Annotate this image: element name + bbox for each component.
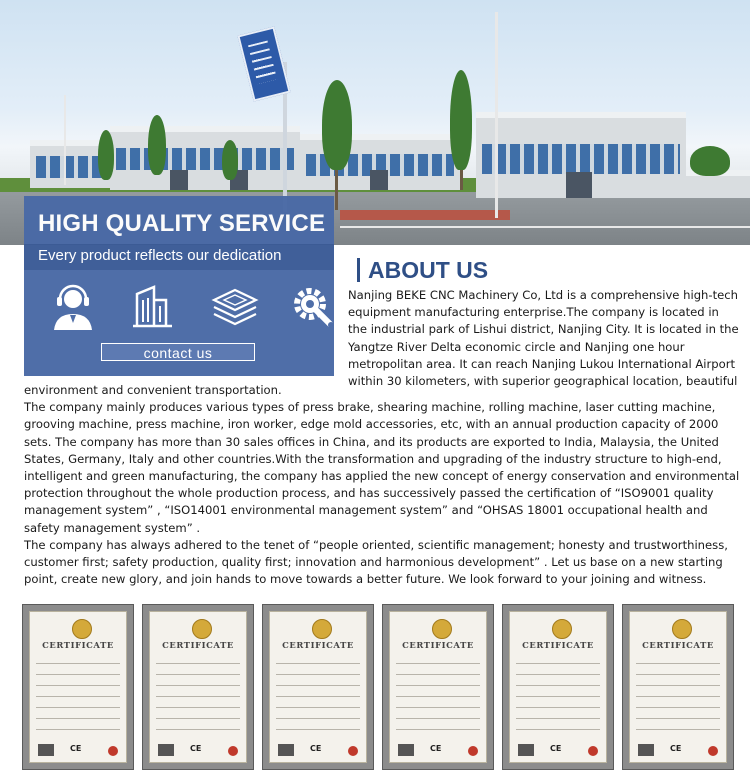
- certificate-seal-icon: [672, 619, 692, 639]
- qr-code-icon: [638, 744, 654, 756]
- red-stamp-icon: [108, 746, 118, 756]
- ce-mark: CE: [310, 744, 322, 753]
- service-subtitle: Every product reflects our dedication: [38, 247, 282, 264]
- certificate-seal-icon: [312, 619, 332, 639]
- service-subtitle-bar: [24, 244, 334, 270]
- certificate-title: CERTIFICATE: [402, 640, 474, 650]
- customer-service-icon: [48, 282, 98, 332]
- about-heading: ABOUT US: [368, 257, 489, 283]
- certificate-paper: [149, 611, 247, 763]
- certificate-text-lines: [516, 658, 600, 740]
- certificate-image: [22, 604, 134, 770]
- about-tenet-paragraph: The company has always adhered to the tenet of “people oriented, scientific management; honesty and trustworthiness, customer first; safety production, quality first; innovation and harmonious development” . Let us base on a new starting point, create new glory, and join hands to move towards a better future. We look forward to your joining and witness.: [24, 537, 728, 587]
- certificate-seal-icon: [192, 619, 212, 639]
- certificate-image: [262, 604, 374, 770]
- red-stamp-icon: [468, 746, 478, 756]
- red-stamp-icon: [708, 746, 718, 756]
- certificate-paper: [389, 611, 487, 763]
- about-products-paragraph: The company mainly produces various types of press brake, shearing machine, rolling machine, laser cutting machine, grooving machine, press machine, iron worker, edge mold accessories, etc, with an annual production capacity of 2000 sets. The company has more than 30 sales offices in China, and its products are exported to India, Malaysia, the United States, Germany, Italy and other countries.With the transformation and upgrading of the industry structure to high-end, intelligent and green manufacturing, the company has applied the new concept of energy conservation and environmental protection throughout the whole production process, and has successively passed the certification of “ISO9001 quality management system” , “ISO14001 environmental management system” and “OHSAS 18001 occupational health and safety management system” .: [24, 400, 740, 535]
- street-lamp: [64, 95, 66, 185]
- flower-bed: [340, 210, 510, 220]
- certificate-marks: [516, 742, 600, 756]
- certificate-image: [502, 604, 614, 770]
- certificate-title: CERTIFICATE: [642, 640, 714, 650]
- certificate-paper: [629, 611, 727, 763]
- service-panel: [24, 196, 334, 376]
- ce-mark: CE: [190, 744, 202, 753]
- certificate-marks: [156, 742, 240, 756]
- about-intro-continuation: environment and convenient transportation.: [24, 383, 282, 397]
- road-sign: [237, 26, 290, 101]
- certificate-title: CERTIFICATE: [522, 640, 594, 650]
- flag-pole: [495, 12, 498, 218]
- certificate-text-lines: [636, 658, 720, 740]
- qr-code-icon: [38, 744, 54, 756]
- red-stamp-icon: [348, 746, 358, 756]
- red-stamp-icon: [588, 746, 598, 756]
- certificate-marks: [396, 742, 480, 756]
- certificate-seal-icon: [552, 619, 572, 639]
- certificate-seal-icon: [72, 619, 92, 639]
- qr-code-icon: [158, 744, 174, 756]
- tree: [148, 115, 166, 175]
- qr-code-icon: [518, 744, 534, 756]
- tree: [450, 70, 472, 170]
- about-intro-paragraph: Nanjing BEKE CNC Machinery Co, Ltd is a comprehensive high-tech equipment manufacturing enterprise.The company is located in the industrial park of Lishui district, Nanjing City. It is located in the Yangtze River Delta economic circle and Nanjing one hour metropolitan area. It can reach Nanjing Lukou International Airport within 30 kilometers, with superior geographical location, beautiful: [348, 288, 739, 389]
- certificate-text-lines: [396, 658, 480, 740]
- certificate-title: CERTIFICATE: [162, 640, 234, 650]
- factory-building: [476, 112, 686, 198]
- layers-icon: [210, 282, 260, 332]
- certificate-image: [622, 604, 734, 770]
- certificate-title: CERTIFICATE: [42, 640, 114, 650]
- certificate-paper: [509, 611, 607, 763]
- certificate-image: [142, 604, 254, 770]
- ce-mark: CE: [670, 744, 682, 753]
- qr-code-icon: [278, 744, 294, 756]
- certificate-gallery: [22, 604, 734, 772]
- certificate-text-lines: [156, 658, 240, 740]
- ce-mark: CE: [550, 744, 562, 753]
- certificate-image: [382, 604, 494, 770]
- contact-us-button[interactable]: contact us: [101, 343, 255, 361]
- certificate-marks: [36, 742, 120, 756]
- certificate-text-lines: [276, 658, 360, 740]
- tree: [690, 146, 730, 176]
- tree: [222, 140, 238, 180]
- tree: [98, 130, 114, 180]
- service-title: HIGH QUALITY SERVICE: [38, 210, 326, 237]
- certificate-paper: [29, 611, 127, 763]
- red-stamp-icon: [228, 746, 238, 756]
- certificate-paper: [269, 611, 367, 763]
- factory-building: [110, 126, 300, 190]
- certificate-text-lines: [36, 658, 120, 740]
- building-icon: [128, 282, 178, 332]
- ce-mark: CE: [430, 744, 442, 753]
- certificate-title: CERTIFICATE: [282, 640, 354, 650]
- ce-mark: CE: [70, 744, 82, 753]
- gear-wrench-icon: [288, 282, 338, 332]
- about-intro-column: [348, 287, 740, 390]
- qr-code-icon: [398, 744, 414, 756]
- about-heading-bar: [357, 258, 360, 282]
- certificate-marks: [276, 742, 360, 756]
- tree: [322, 80, 352, 170]
- about-body: [24, 383, 740, 588]
- service-icons: [48, 282, 318, 334]
- certificate-marks: [636, 742, 720, 756]
- certificate-seal-icon: [432, 619, 452, 639]
- road-marking: [340, 226, 750, 228]
